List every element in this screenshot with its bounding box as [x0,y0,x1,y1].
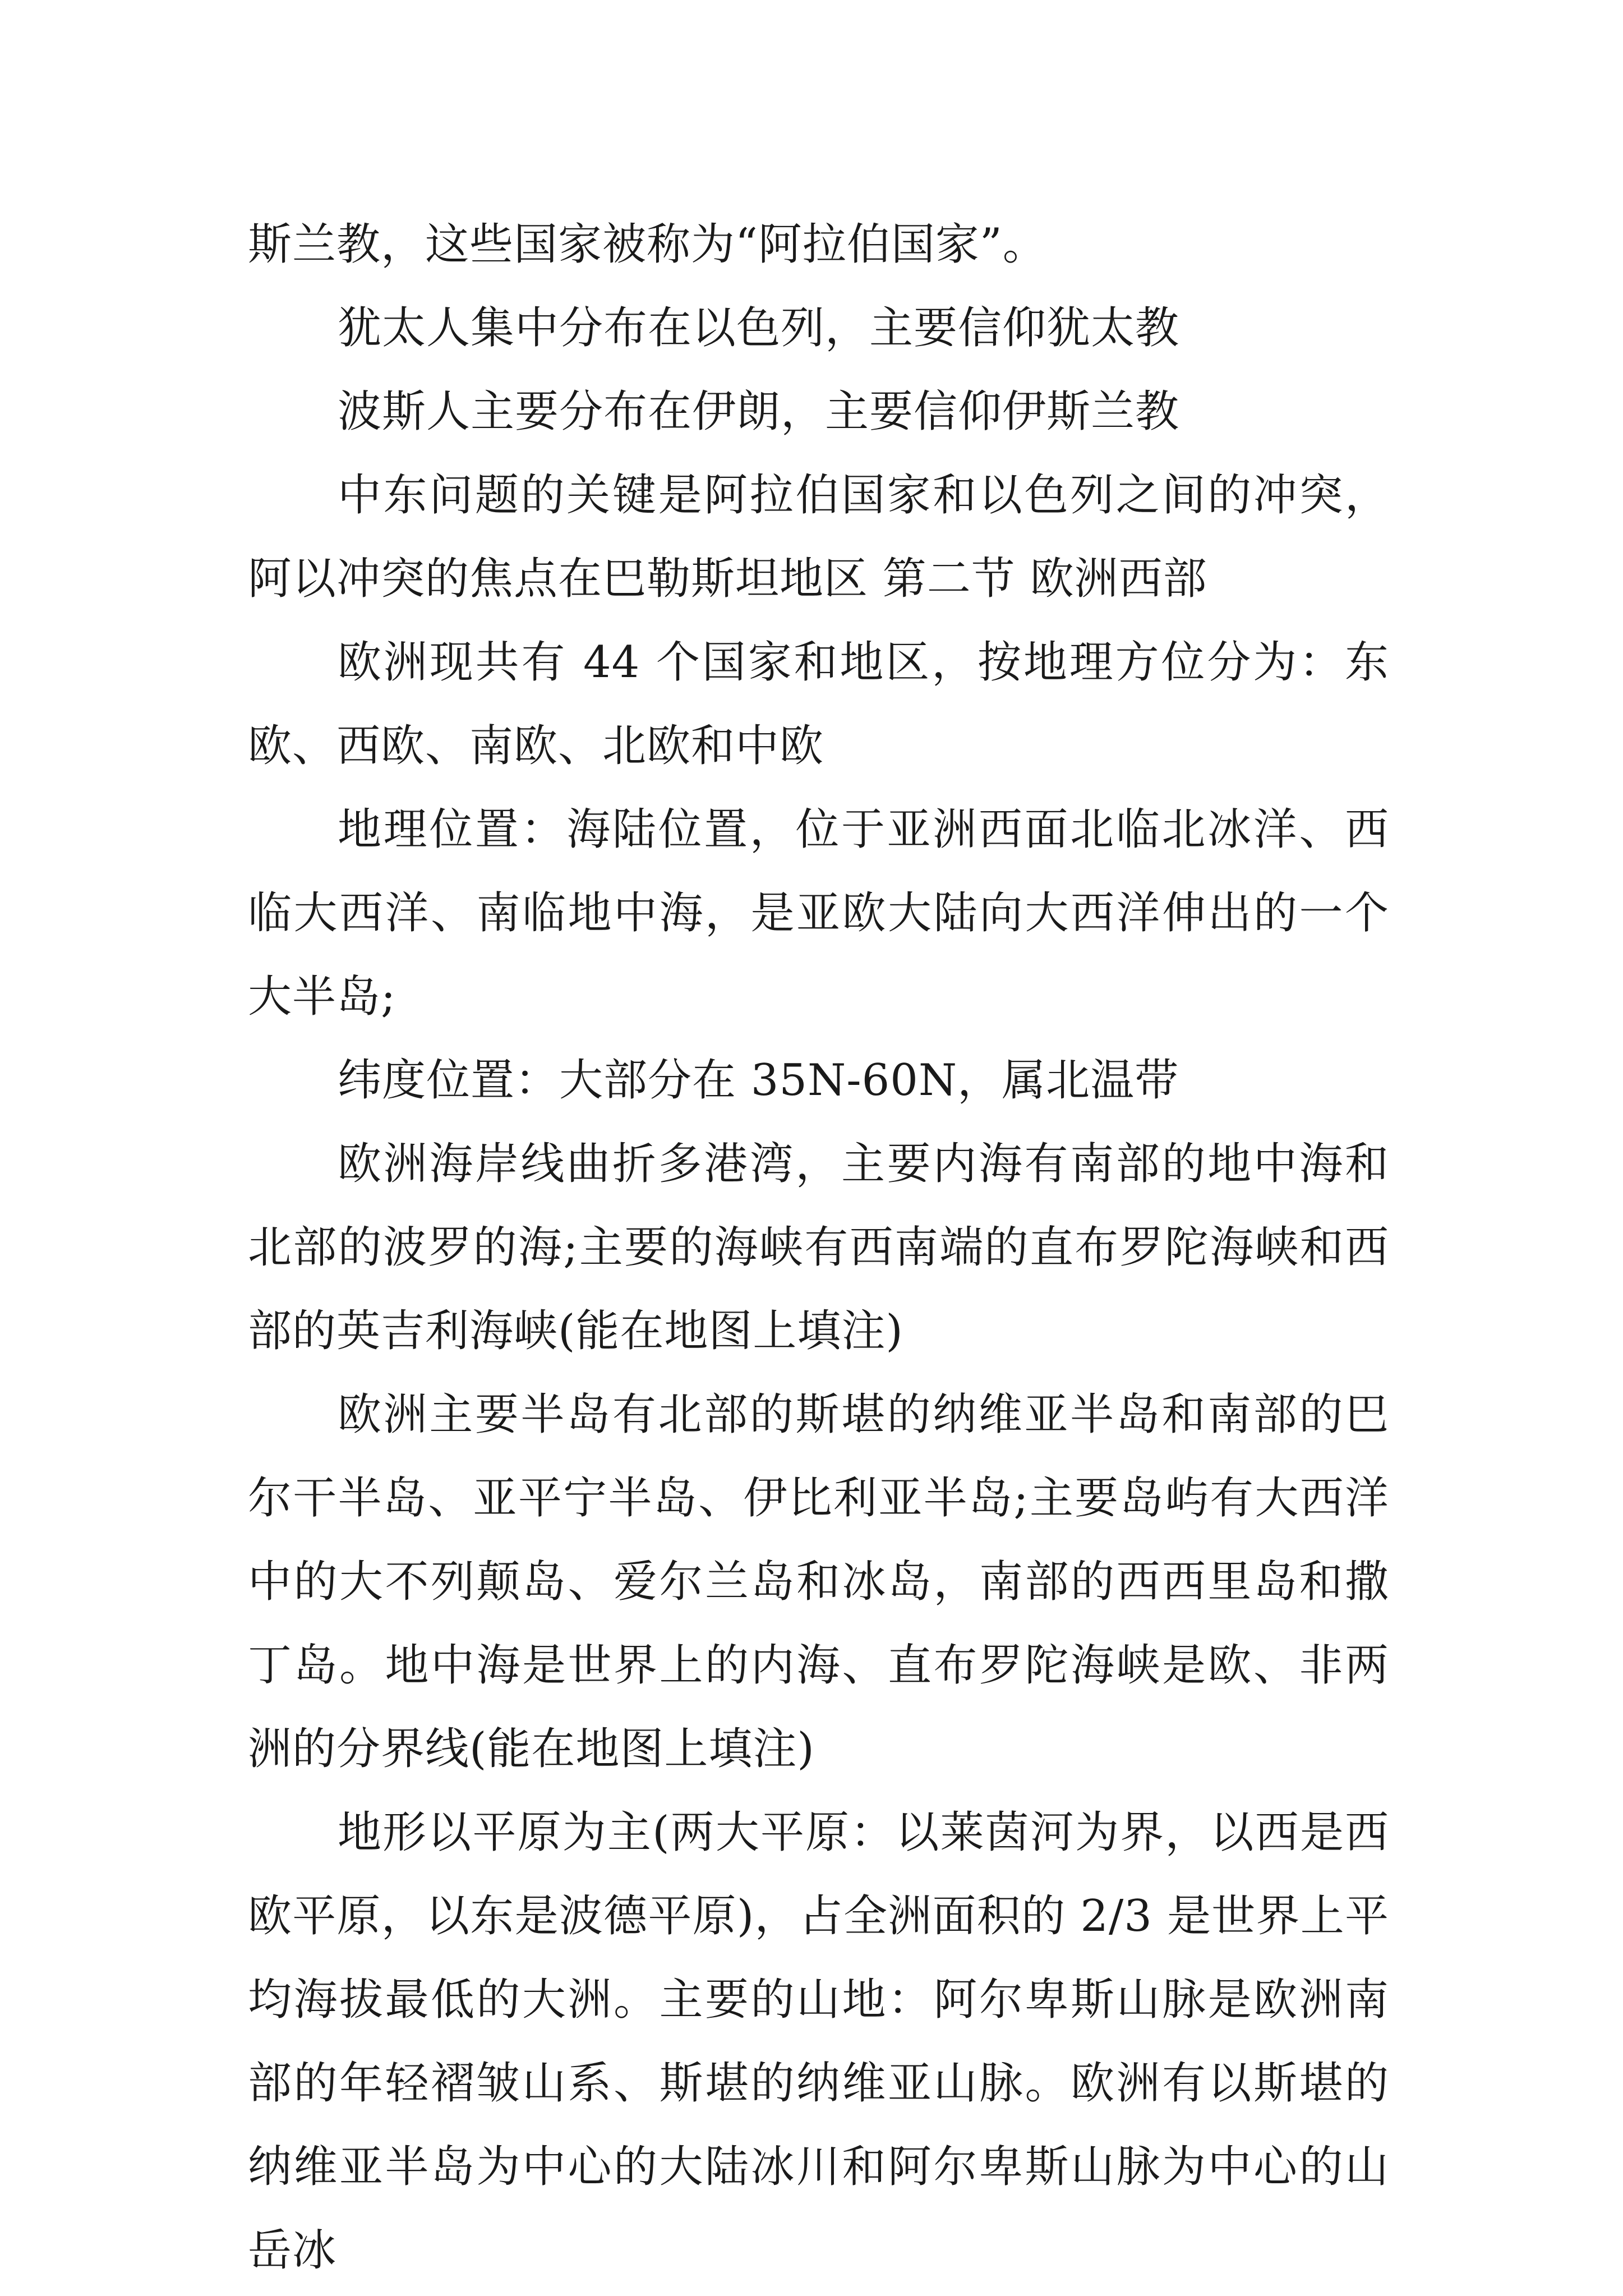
paragraph-6: 地理位置：海陆位置，位于亚洲西面北临北冰洋、西临大西洋、南临地中海，是亚欧大陆向大西洋伸出的一个大半岛; [248,804,1389,1022]
paragraph-1: 斯兰教，这些国家被称为“阿拉伯国家”。 [248,219,1047,270]
paragraph-8: 欧洲海岸线曲折多港湾，主要内海有南部的地中海和北部的波罗的海;主要的海峡有西南端的直布罗陀海峡和西部的英吉利海峡(能在地图上填注) [248,1139,1389,1356]
document-body [248,203,1389,2293]
paragraph-7: 纬度位置：大部分在 35N-60N，属北温带 [338,1055,1179,1106]
paragraph-4: 中东问题的关键是阿拉伯国家和以色列之间的冲突，阿以冲突的焦点在巴勒斯坦地区 第二节 欧洲西部 [248,470,1389,604]
paragraph-9: 欧洲主要半岛有北部的斯堪的纳维亚半岛和南部的巴尔干半岛、亚平宁半岛、伊比利亚半岛;主要岛屿有大西洋中的大不列颠岛、爱尔兰岛和冰岛，南部的西西里岛和撒丁岛。地中海是世界上的内海、直布罗陀海峡是欧、非两洲的分界线(能在地图上填注) [248,1389,1389,1774]
paragraph-10: 地形以平原为主(两大平原：以莱茵河为界，以西是西欧平原，以东是波德平原)，占全洲面积的 2/3 是世界上平均海拔最低的大洲。主要的山地：阿尔卑斯山脉是欧洲南部的年轻褶皱山系、斯堪的纳维亚山脉。欧洲有以斯堪的纳维亚半岛为中心的大陆冰川和阿尔卑斯山脉为中心的山岳冰 [248,1807,1389,2276]
paragraph-3: 波斯人主要分布在伊朗，主要信仰伊斯兰教 [338,386,1180,437]
paragraph-5: 欧洲现共有 44 个国家和地区，按地理方位分为：东欧、西欧、南欧、北欧和中欧 [248,637,1389,771]
paragraph-2: 犹太人集中分布在以色列，主要信仰犹太教 [338,303,1180,353]
